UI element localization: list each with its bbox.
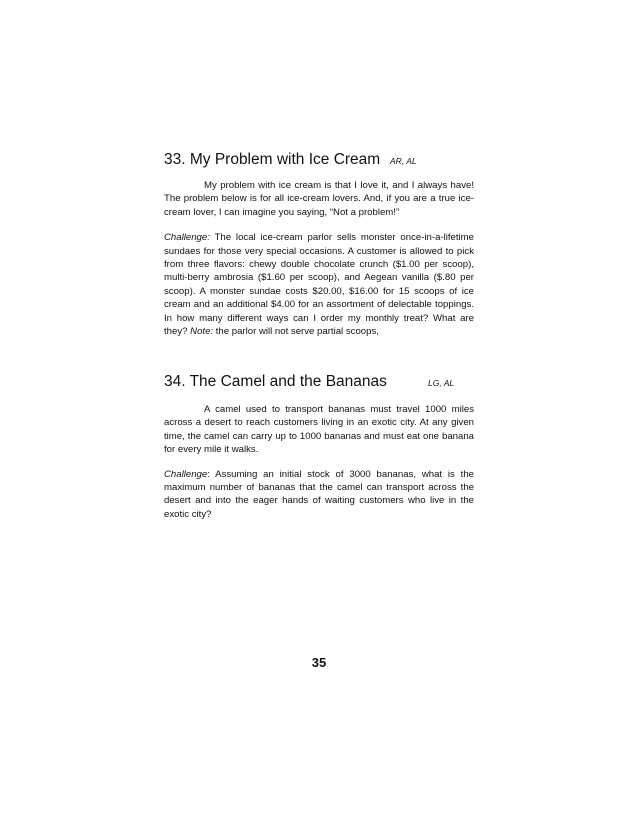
challenge-label: Challenge xyxy=(164,468,208,480)
problem-challenge xyxy=(164,468,474,522)
note-label: Note: xyxy=(190,326,214,338)
challenge-label: Challenge: xyxy=(164,232,210,244)
problem-33 xyxy=(164,150,474,338)
problem-intro: A camel used to transport bananas must travel 1000 miles across a desert to reach customers living in an exotic city. At any given time, the camel can carry up to 1000 bananas and must eat one banana for every mile it walks. xyxy=(164,404,474,456)
problem-34 xyxy=(164,372,474,521)
problem-title: 34. The Camel and the Bananas xyxy=(164,373,387,390)
problem-tags: LG, AL xyxy=(428,378,455,388)
problem-header xyxy=(164,150,474,172)
problem-tags: AR, AL xyxy=(390,156,417,166)
problem-intro: My problem with ice cream is that I love it, and I always have! The problem below is for all ice-cream lovers. And, if you are a true ice-cream lover, I can imagine you saying, “Not a problem!” xyxy=(164,180,474,218)
page-number: 35 xyxy=(311,655,327,670)
problem-title: 33. My Problem with Ice Cream xyxy=(164,151,381,168)
challenge-text: The local ice-cream parlor sells monster once-in-a-lifetime sundaes for those very special occasions. A customer is allowed to pick from three flavors: chewy double chocolate crunch ($1.00 per scoop), multi-berry ambrosia ($1.60 per scoop), and Aegean vanilla ($.80 per scoop). A monster sundae costs $20.00, $16.00 for 15 scoops of ice cream and an additional $4.00 for an assortment of delectable toppings. In how many different ways can I order my monthly treat? What are they? xyxy=(164,232,474,338)
problem-challenge xyxy=(164,231,474,338)
challenge-text: : Assuming an initial stock of 3000 bananas, what is the maximum number of bananas that the camel can transport across the desert and into the eager hands of waiting customers who live in the exotic city? xyxy=(164,468,474,520)
problem-header xyxy=(164,372,474,394)
note-text: the parlor will not serve partial scoops, xyxy=(213,326,379,338)
